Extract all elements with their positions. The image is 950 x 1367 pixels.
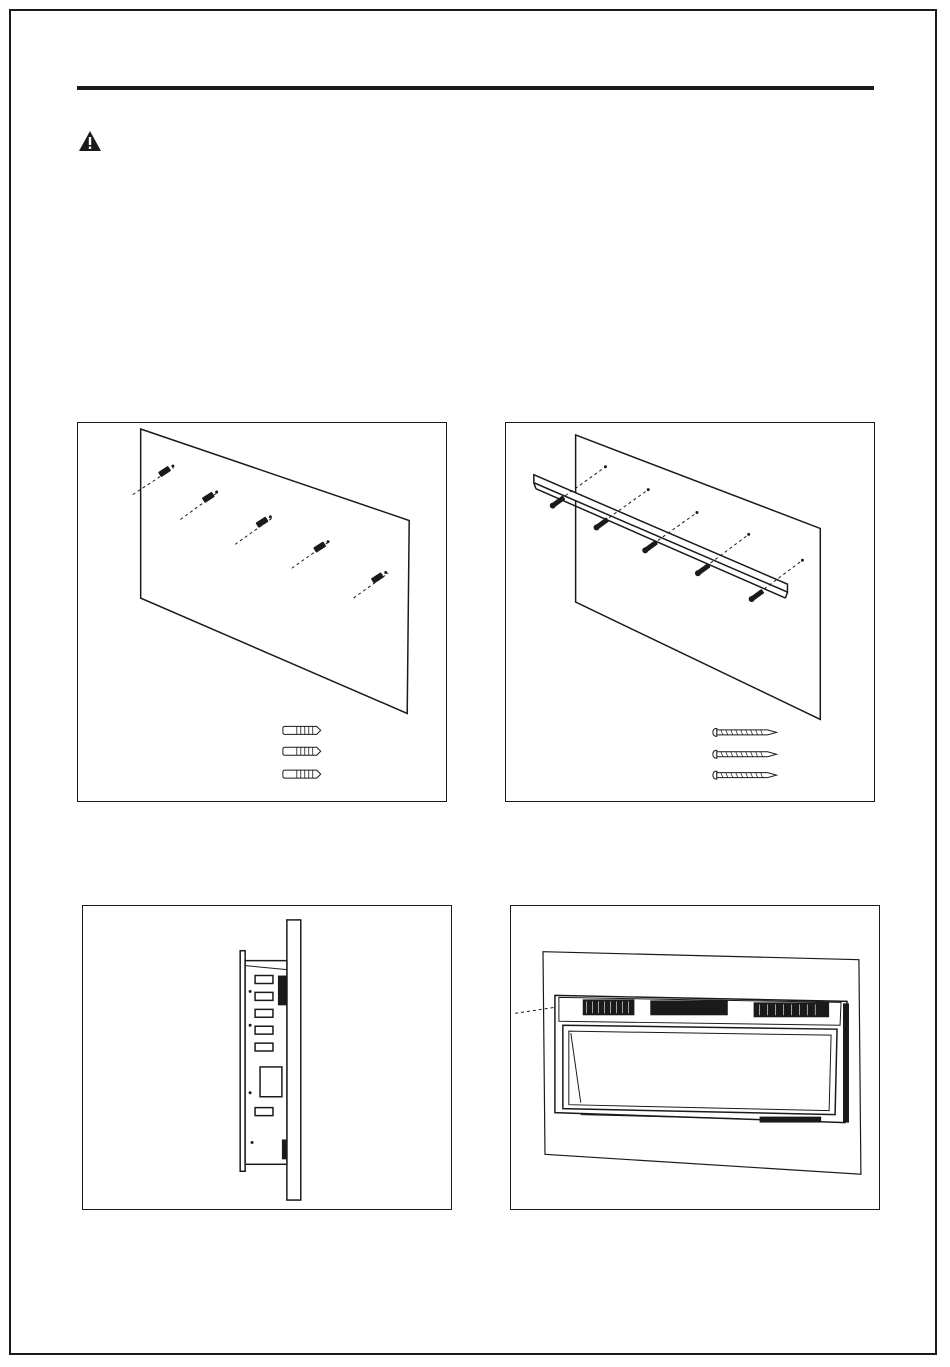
wall-plane	[576, 435, 821, 719]
anchor-icon	[255, 513, 273, 527]
header-rule	[77, 86, 874, 90]
mounting-bracket-drawing	[506, 423, 874, 801]
anchor-icon	[313, 538, 331, 552]
wall-anchor-icon	[283, 726, 321, 778]
front-view-figure	[510, 905, 880, 1210]
fireplace-side-icon	[83, 906, 451, 1209]
warning-triangle-icon	[78, 130, 102, 152]
wall-anchors-drawing	[78, 423, 446, 801]
mounting-bracket	[534, 475, 788, 598]
mounting-bracket-figure	[505, 422, 875, 802]
anchor-icon	[158, 463, 176, 477]
anchor-icon	[202, 489, 220, 503]
wall-anchors-figure	[77, 422, 447, 802]
wall-plane	[141, 429, 410, 713]
fireplace-front-icon	[511, 906, 879, 1209]
wall-section	[287, 920, 301, 1200]
anchor-icon	[371, 569, 389, 583]
side-view-figure	[82, 905, 452, 1210]
wood-screw-icon	[713, 728, 777, 779]
